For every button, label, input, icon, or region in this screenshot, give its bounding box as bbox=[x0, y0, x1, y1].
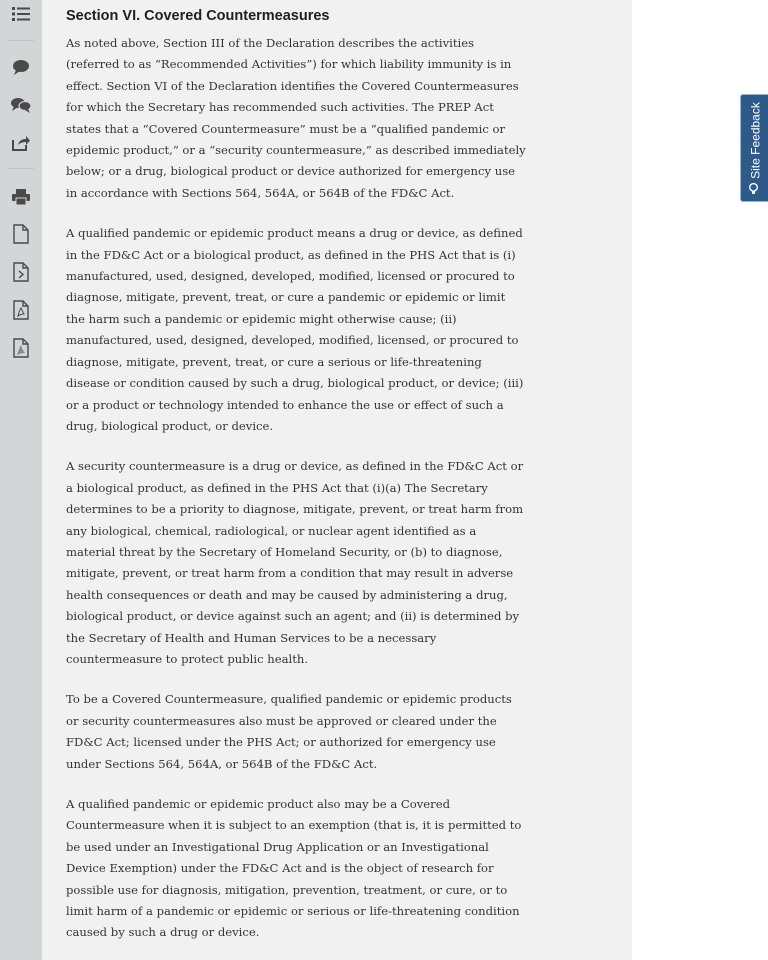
document-icon[interactable] bbox=[9, 222, 33, 246]
section-title: Section VI. Covered Countermeasures bbox=[66, 8, 330, 24]
comments-icon[interactable] bbox=[9, 93, 33, 117]
comment-icon[interactable] bbox=[9, 55, 33, 79]
share-icon[interactable] bbox=[9, 131, 33, 155]
lightbulb-icon bbox=[747, 184, 762, 194]
table-of-contents-icon[interactable] bbox=[9, 2, 33, 26]
print-icon[interactable] bbox=[9, 185, 33, 209]
public-inspection-icon[interactable] bbox=[9, 260, 33, 284]
paragraph: As noted above, Section III of the Declaration describes the activities (referred to as “Recommended Activities”) for which liability immunity is in effect. Section VI of the Declaration identifies the Covered Countermeasures for which the Secretary has recommended such activities. The PREP Act states that a “Covered Countermeasure” must be a “qualified pandemic or epidemic product,” or a “security countermeasure,” as described immediately below; or a drug, biological product or device authorized for emergency use in accordance with Sections 564, 564A, or 564B of the FD&C Act. bbox=[66, 36, 526, 200]
pdf-icon[interactable] bbox=[9, 298, 33, 322]
paragraph: A qualified pandemic or epidemic product also may be a Covered Countermeasure when it is subject to an exemption (that is, it is permitted to be used under an Investigational Drug Application or an Investigational Device Exemption) under the FD&C Act and is the object of research for possible use for diagnosis, mitigation, prevention, treatment, or cure, or to limit harm of a pandemic or epidemic or serious or life-threatening condition caused by such a drug or device. bbox=[66, 797, 522, 940]
paragraph: To be a Covered Countermeasure, qualified pandemic or epidemic products or security countermeasures also must be approved or cleared under the FD&C Act; licensed under the PHS Act; or authorized for emergency use under Sections 564, 564A, or 564B of the FD&C Act. bbox=[66, 692, 512, 771]
rail-divider bbox=[8, 168, 34, 169]
site-feedback-button[interactable] bbox=[740, 94, 768, 202]
rail-divider bbox=[8, 40, 34, 41]
site-feedback-label: Site Feedback bbox=[747, 102, 762, 179]
paragraph: A security countermeasure is a drug or device, as defined in the FD&C Act or a biological product, as defined in the PHS Act that (i)(a) The Secretary determines to be a priority to diagnose, mitigate, prevent, or treat harm from any biological, chemical, radiological, or nuclear agent identified as a material threat by the Secretary of Homeland Security, or (b) to diagnose, mitigate, prevent, or treat harm from a condition that may result in adverse health consequences or death and may be caused by administering a drug, biological product, or device against such an agent; and (ii) is determined by the Secretary of Health and Human Services to be a necessary countermeasure to protect public health. bbox=[66, 459, 524, 666]
main-content bbox=[42, 0, 632, 960]
article-body bbox=[66, 0, 526, 944]
pdf-alt-icon[interactable] bbox=[9, 336, 33, 360]
paragraph: A qualified pandemic or epidemic product means a drug or device, as defined in the FD&C Act or a biological product, as defined in the PHS Act that is (i) manufactured, used, designed, developed, modified, licensed or procured to diagnose, mitigate, prevent, treat, or cure a pandemic or epidemic or limit the harm such a pandemic or epidemic might otherwise cause; (ii) manufactured, used, designed, developed, modified, licensed, or procured to diagnose, mitigate, prevent, treat, or cure a serious or life-threatening disease or condition caused by such a drug, biological product, or device; (iii) or a product or technology intended to enhance the use or effect of such a drug, biological product, or device. bbox=[66, 226, 524, 433]
toolbar-rail bbox=[0, 0, 42, 960]
